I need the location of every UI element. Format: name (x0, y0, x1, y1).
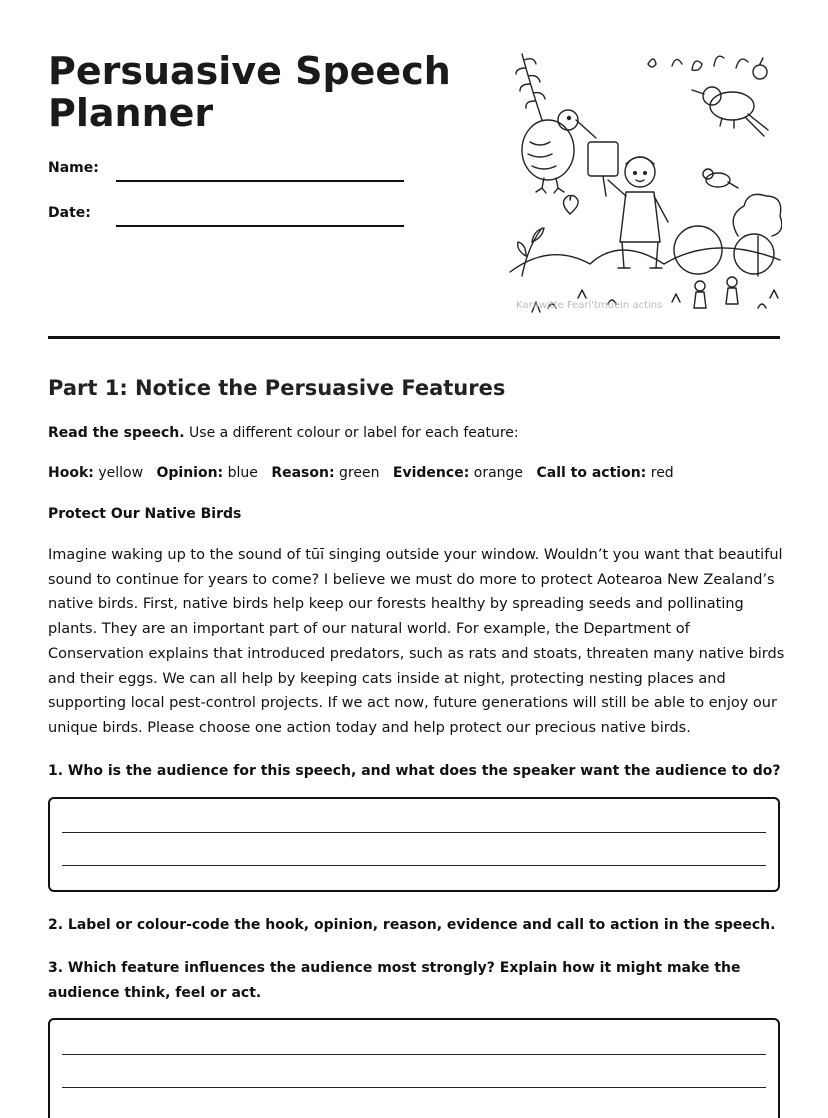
section-heading: Part 1: Notice the Persuasive Features (48, 376, 506, 400)
key-evidence: Evidence: orange (392, 465, 524, 481)
kiwi-bird-icon (522, 110, 596, 193)
question-3: 3. Which feature influences the audience most strongly? Explain how it might make the audience think, feel or act. (48, 960, 741, 1001)
key-opinion: Opinion: blue (156, 465, 258, 481)
name-label: Name: (48, 160, 99, 176)
placard-icon (588, 142, 618, 196)
answer-box-3[interactable] (48, 1018, 780, 1118)
writing-line (62, 1054, 766, 1055)
circle-shape (734, 234, 774, 274)
tui-bird-icon (692, 87, 768, 136)
name-field[interactable] (116, 180, 404, 182)
instruction-text: Use a different colour or label for each feature: (184, 425, 519, 441)
fern-icon (516, 54, 545, 120)
tree-icon (733, 194, 782, 276)
answer-box-1[interactable] (48, 797, 780, 892)
speech-text: Imagine waking up to the sound of tūī singing outside your window. Wouldn’t you want that beautiful sound to continue for years to come? I believe we must do more to protect Aotearoa New Zealand’s native birds. First, native birds help keep our forests healthy by spreading seeds and pollinating plants. They are an important part of our natural world. For example, the Department of Conservation explains that introduced predators, such as rats and stoats, threaten many native birds and their eggs. We can all help by keeping cats inside at night, protecting nesting places and supporting local pest-control projects. If we act now, future generations will still be able to enjoy our unique birds. Please choose one action today and help protect our precious native birds. (48, 547, 785, 736)
small-bird-icon (703, 169, 738, 188)
instruction-bold: Read the speech. (48, 425, 185, 441)
coloring-illustration (508, 46, 782, 318)
speech-title: Protect Our Native Birds (48, 506, 242, 522)
writing-line (62, 832, 766, 833)
writing-line (62, 1087, 766, 1088)
page-title: Persuasive Speech Planner (48, 49, 451, 135)
key-call-to-action: Call to action: red (536, 465, 674, 481)
illustration-watermark: Karawitte Fearl'tmuein actins (516, 300, 663, 311)
key-hook: Hook: yellow (48, 465, 144, 481)
small-figures-icon (694, 277, 738, 308)
heart-icon (563, 196, 578, 215)
writing-line (62, 865, 766, 866)
date-field[interactable] (116, 225, 404, 227)
feature-colour-key (48, 465, 683, 481)
header-divider (48, 336, 780, 339)
date-label: Date: (48, 205, 91, 221)
question-1: 1. Who is the audience for this speech, and what does the speaker want the audience to do? (48, 763, 781, 779)
instruction-line (48, 425, 519, 441)
plant-icon (518, 228, 544, 276)
seeds-icon (648, 56, 767, 79)
key-reason: Reason: green (271, 465, 380, 481)
question-2: 2. Label or colour-code the hook, opinion, reason, evidence and call to action in the speech. (48, 917, 776, 933)
